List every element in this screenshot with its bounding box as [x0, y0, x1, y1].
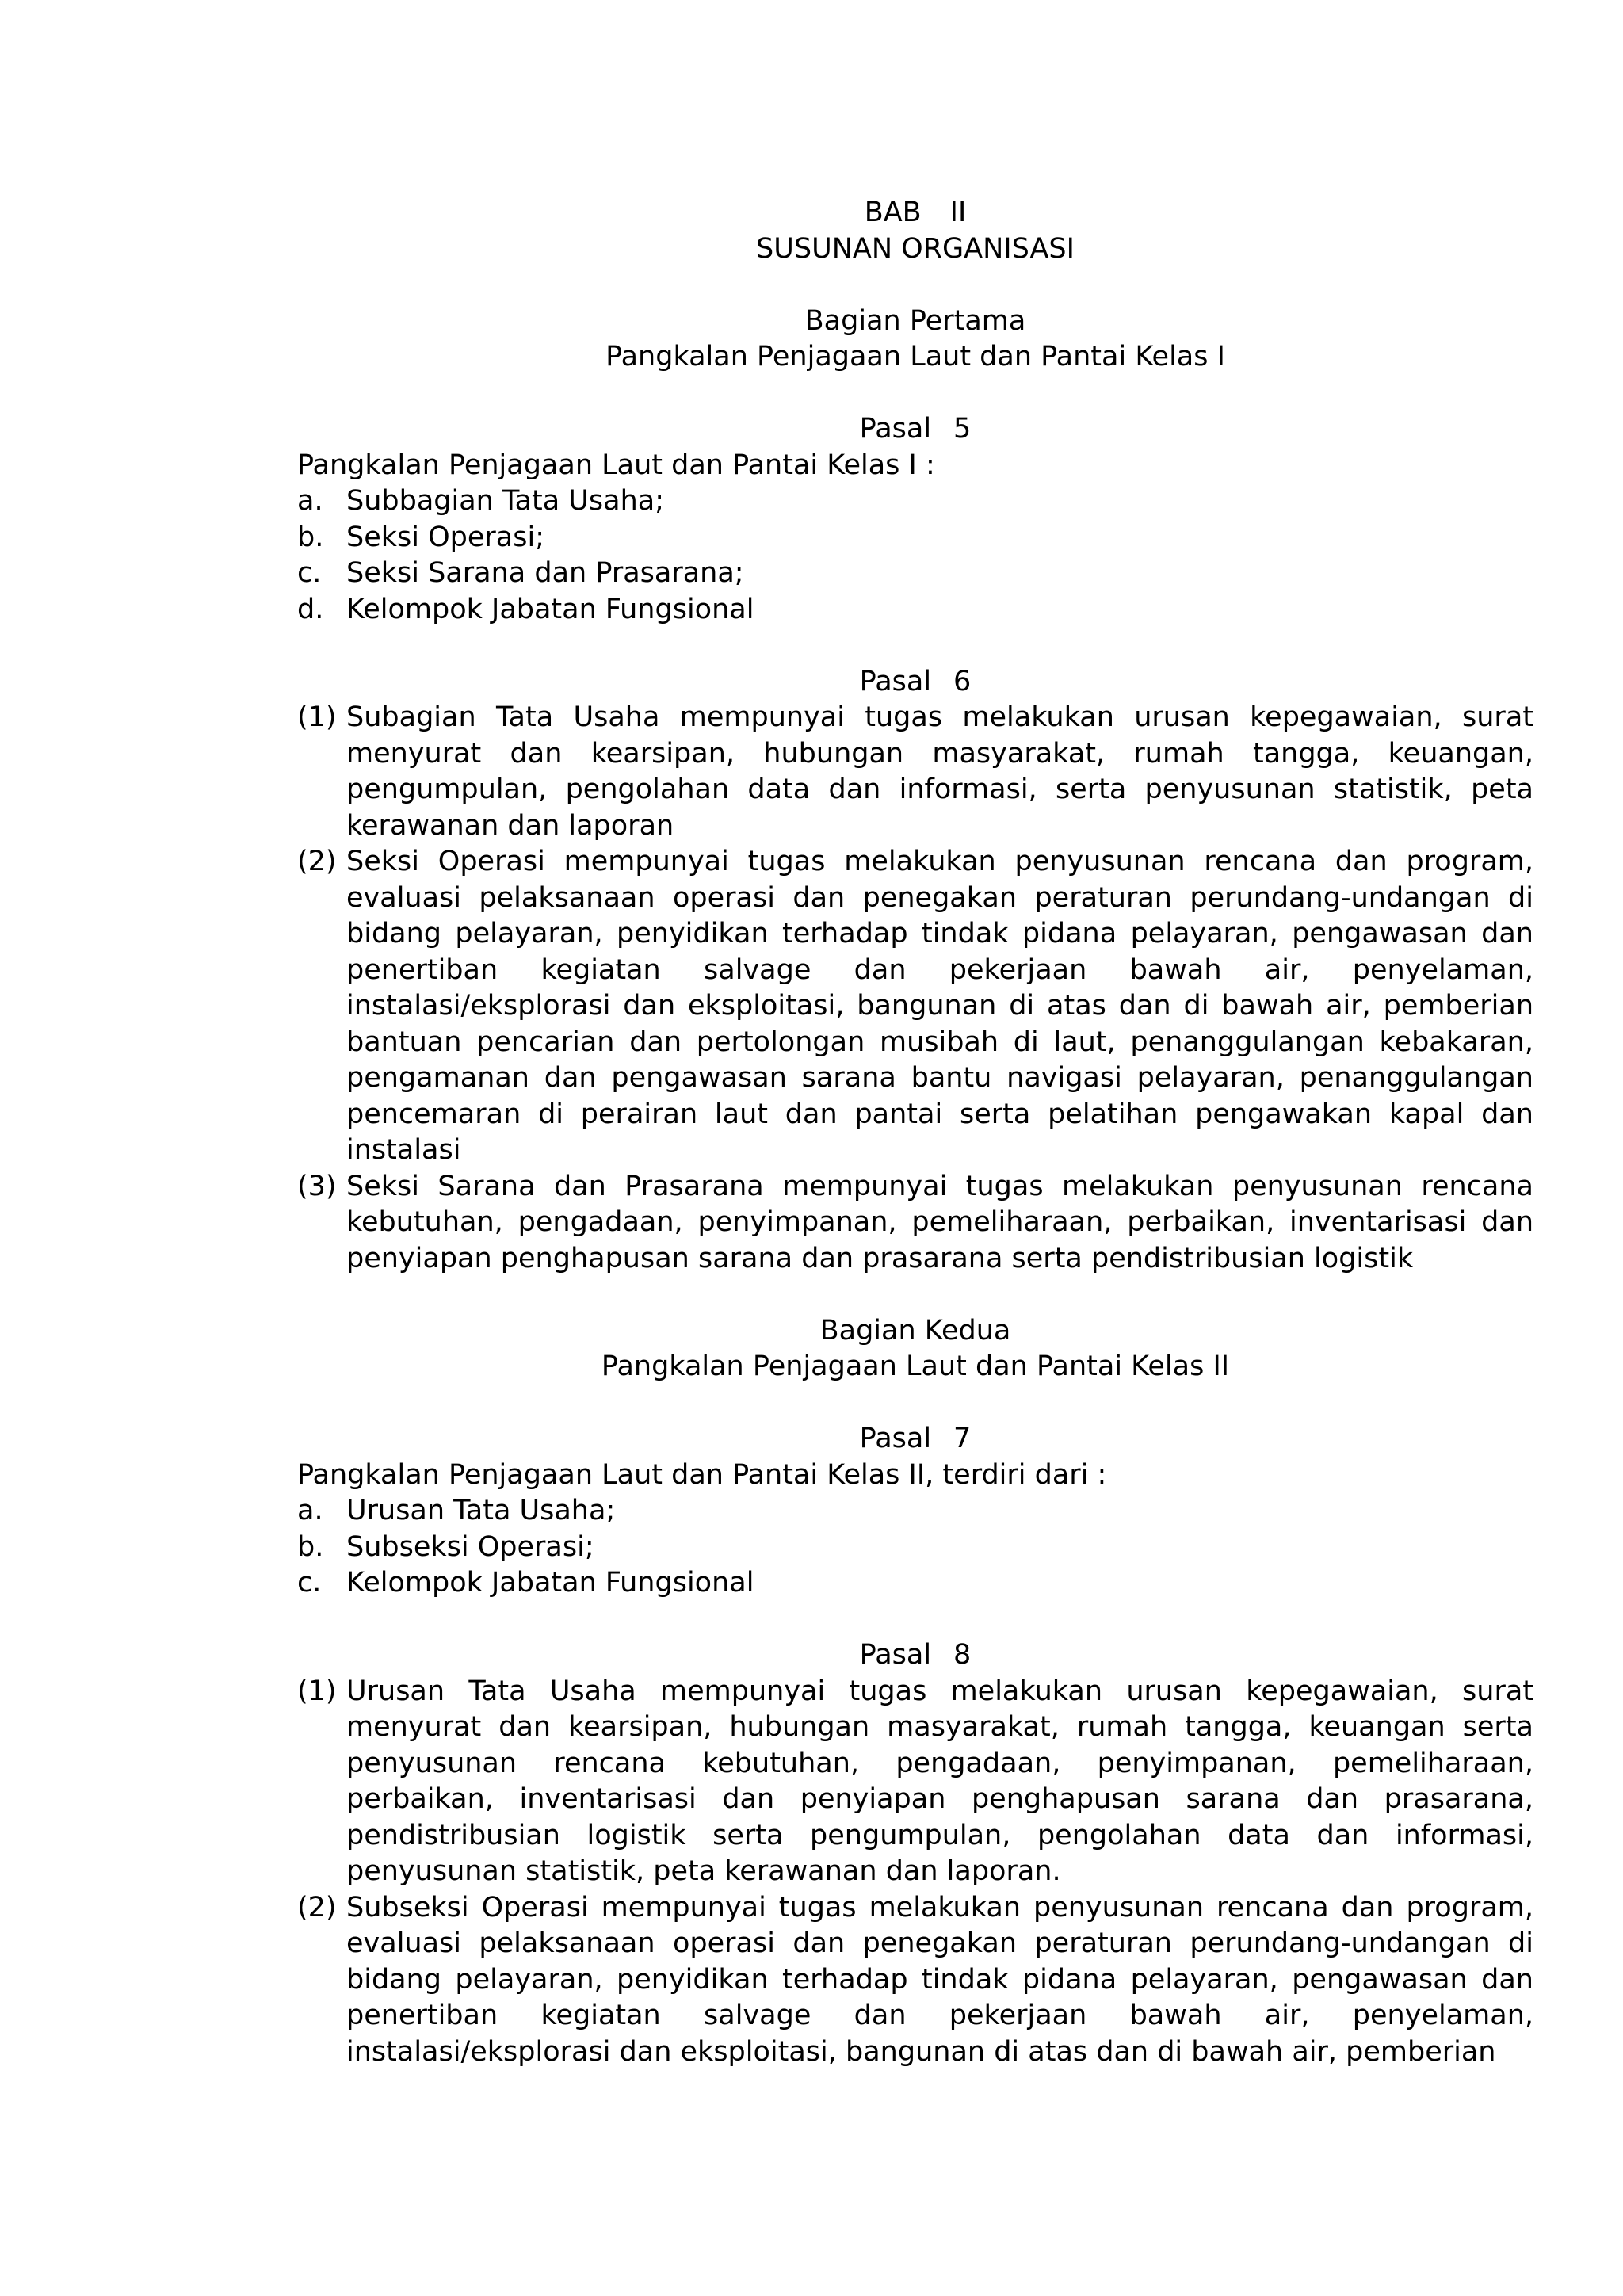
- article-label: Pasal: [859, 1639, 932, 1671]
- article7-list: [297, 1493, 1533, 1602]
- list-item-text: Subseksi Operasi;: [346, 1530, 594, 1563]
- list-marker: (3): [297, 1170, 337, 1202]
- article5-intro: Pangkalan Penjagaan Laut dan Pantai Kelas I :: [297, 449, 935, 481]
- list-marker: (2): [297, 846, 337, 877]
- chapter-number: II: [949, 197, 967, 228]
- list-marker: a.: [297, 485, 323, 517]
- list-marker: (1): [297, 701, 337, 733]
- list-marker: a.: [297, 1495, 323, 1526]
- list-marker: (2): [297, 1891, 337, 1924]
- list-item: [297, 1169, 1533, 1278]
- list-item-text: Kelompok Jabatan Fungsional: [346, 1567, 754, 1599]
- article-label: Pasal: [859, 665, 932, 697]
- article-number: 6: [953, 665, 972, 697]
- article5-heading: [297, 411, 1533, 448]
- chapter-heading: [297, 195, 1533, 231]
- part1-subtitle: Pangkalan Penjagaan Laut dan Pantai Kelas I: [605, 341, 1225, 372]
- article-label: Pasal: [859, 1423, 932, 1454]
- article5-list: [297, 483, 1533, 628]
- list-item: [297, 1565, 1533, 1602]
- list-marker: b.: [297, 521, 324, 553]
- list-item-text: Subagian Tata Usaha mempunyai tugas melakukan urusan kepegawaian, surat menyurat dan kearsipan, hubungan masyarakat, rumah tangga, keuangan, pengumpulan, pengolahan data dan informasi, serta penyusunan statistik, peta kerawanan dan laporan: [346, 701, 1533, 842]
- list-item-text: Subseksi Operasi mempunyai tugas melakukan penyusunan rencana dan program, evaluasi pelaksanaan operasi dan penegakan peraturan perundang-undangan di bidang pelayaran, penyidikan terhadap tindak pidana pelayaran, pengawasan dan penertiban kegiatan salvage dan pekerjaan bawah air, penyelaman, instalasi/eksplorasi dan eksploitasi, bangunan di atas dan di bawah air, pemberian: [346, 1891, 1533, 2068]
- article7-heading: [297, 1421, 1533, 1457]
- list-item: [297, 1493, 1533, 1530]
- list-item: [297, 592, 1533, 628]
- part2-subtitle: Pangkalan Penjagaan Laut dan Pantai Kelas II: [601, 1350, 1230, 1382]
- article-number: 7: [953, 1423, 972, 1454]
- list-item-text: Seksi Sarana dan Prasarana;: [346, 557, 744, 589]
- list-marker: c.: [297, 557, 322, 589]
- article8-heading: [297, 1637, 1533, 1674]
- list-marker: d.: [297, 593, 324, 625]
- list-item: [297, 1674, 1533, 1890]
- list-item: [297, 700, 1533, 844]
- list-item-text: Seksi Sarana dan Prasarana mempunyai tugas melakukan penyusunan rencana kebutuhan, pengadaan, penyimpanan, pemeliharaan, perbaikan, inventarisasi dan penyiapan penghapusan sarana dan prasarana serta pendistribusian logistik: [346, 1170, 1533, 1274]
- list-item-text: Kelompok Jabatan Fungsional: [346, 593, 754, 625]
- part1-heading: Bagian Pertama: [804, 304, 1026, 337]
- document-page: [297, 195, 1533, 2070]
- article7-intro: Pangkalan Penjagaan Laut dan Pantai Kelas II, terdiri dari :: [297, 1458, 1107, 1491]
- chapter-title: SUSUNAN ORGANISASI: [756, 232, 1075, 265]
- list-item: [297, 844, 1533, 1169]
- list-item: [297, 1890, 1533, 2071]
- list-item-text: Urusan Tata Usaha;: [346, 1495, 616, 1526]
- article6-list: [297, 700, 1533, 1277]
- part2-heading: Bagian Kedua: [819, 1314, 1011, 1347]
- list-marker: (1): [297, 1675, 337, 1707]
- article-label: Pasal: [859, 413, 932, 445]
- list-item: [297, 1530, 1533, 1566]
- list-item-text: Seksi Operasi;: [346, 521, 544, 553]
- list-item: [297, 483, 1533, 520]
- list-marker: b.: [297, 1530, 324, 1563]
- article-number: 8: [953, 1639, 972, 1671]
- article-number: 5: [953, 413, 972, 445]
- list-item-text: Subbagian Tata Usaha;: [346, 485, 665, 517]
- list-item: [297, 556, 1533, 592]
- article8-list: [297, 1674, 1533, 2071]
- list-marker: c.: [297, 1567, 322, 1599]
- list-item: [297, 520, 1533, 556]
- list-item-text: Urusan Tata Usaha mempunyai tugas melakukan urusan kepegawaian, surat menyurat dan kearsipan, hubungan masyarakat, rumah tangga, keuangan serta penyusunan rencana kebutuhan, pengadaan, penyimpanan, pemeliharaan, perbaikan, inventarisasi dan penyiapan penghapusan sarana dan prasarana, pendistribusian logistik serta pengumpulan, pengolahan data dan informasi, penyusunan statistik, peta kerawanan dan laporan.: [346, 1675, 1533, 1887]
- list-item-text: Seksi Operasi mempunyai tugas melakukan penyusunan rencana dan program, evaluasi pelaksanaan operasi dan penegakan peraturan perundang-undangan di bidang pelayaran, penyidikan terhadap tindak pidana pelayaran, pengawasan dan penertiban kegiatan salvage dan pekerjaan bawah air, penyelaman, instalasi/eksplorasi dan eksploitasi, bangunan di atas dan di bawah air, pemberian bantuan pencarian dan pertolongan musibah di laut, penanggulangan kebakaran, pengamanan dan pengawasan sarana bantu navigasi pelayaran, penanggulangan pencemaran di perairan laut dan pantai serta pelatihan pengawakan kapal dan instalasi: [346, 846, 1533, 1166]
- article6-heading: [297, 664, 1533, 701]
- chapter-label: BAB: [864, 197, 922, 228]
